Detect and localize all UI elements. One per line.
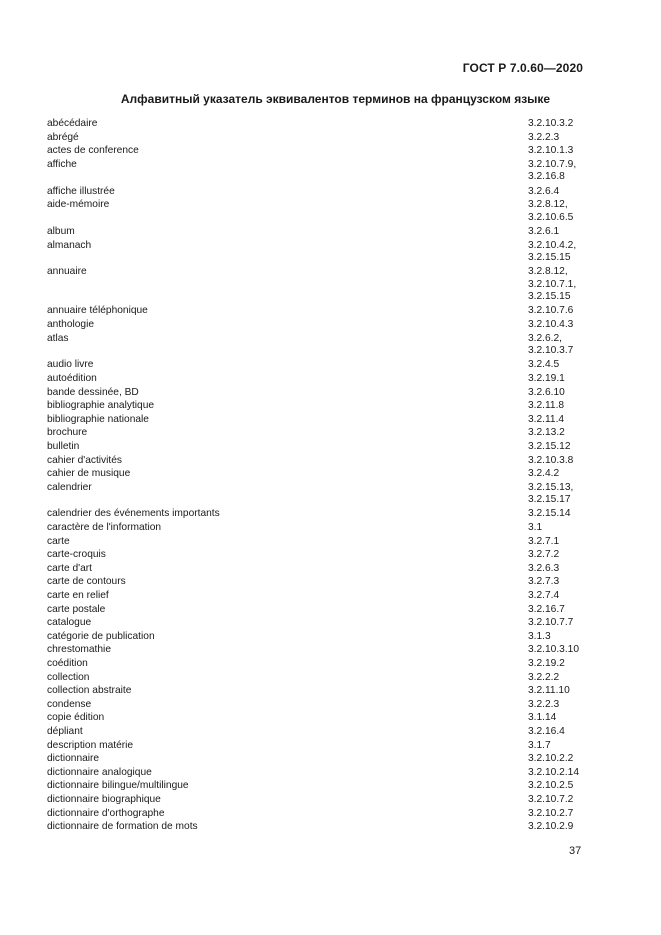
index-entry	[47, 589, 607, 603]
section-reference: 3.2.8.12,	[528, 266, 568, 278]
term-references	[528, 440, 607, 454]
term-text: dictionnaire de formation de mots	[47, 821, 198, 833]
term-text: anthologie	[47, 318, 95, 330]
index-entry	[47, 657, 607, 671]
section-reference: 3.2.10.3.10	[528, 644, 579, 656]
section-reference: 3.2.10.3.7	[528, 345, 574, 357]
section-reference: 3.2.15.14	[528, 508, 571, 520]
term-references	[528, 144, 607, 158]
section-reference: 3.2.10.3.2	[528, 118, 574, 129]
term-text: coédition	[47, 658, 88, 670]
index-entry	[47, 507, 607, 521]
term-text: bulletin	[47, 440, 80, 452]
section-reference: 3.2.7.3	[528, 576, 560, 588]
section-reference: 3.2.10.7.7	[528, 617, 574, 629]
section-reference: 3.2.6.1	[528, 225, 560, 237]
index-entry	[47, 575, 607, 589]
term-references	[528, 265, 607, 303]
index-entry	[47, 467, 607, 481]
section-reference: 3.2.16.4	[528, 725, 565, 737]
index-entry	[47, 643, 607, 657]
term-text: catégorie de publication	[47, 630, 155, 642]
section-reference: 3.2.13.2	[528, 427, 565, 439]
term-text: bande dessinée, BD	[47, 386, 139, 398]
term-references	[528, 766, 607, 780]
index-entry	[47, 386, 607, 400]
term-references	[528, 779, 607, 793]
section-reference: 3.2.10.2.9	[528, 821, 574, 833]
index-entry	[47, 185, 607, 199]
section-reference: 3.2.10.6.5	[528, 211, 574, 223]
term-references	[528, 358, 607, 372]
section-reference: 3.2.15.12	[528, 440, 571, 452]
term-references	[528, 131, 607, 145]
term-text: caractère de l'information	[47, 522, 162, 534]
term-references	[528, 372, 607, 386]
term-text: atlas	[47, 332, 69, 344]
section-reference: 3.1	[528, 522, 543, 534]
section-reference: 3.2.11.4	[528, 413, 565, 425]
term-text: album	[47, 225, 75, 237]
term-references	[528, 562, 607, 576]
section-reference: 3.2.11.8	[528, 400, 565, 412]
index-entry	[47, 372, 607, 386]
section-reference: 3.2.10.4.3	[528, 318, 574, 330]
section-reference: 3.2.7.4	[528, 590, 560, 602]
section-reference: 3.1.14	[528, 712, 557, 724]
section-reference: 3.2.15.17	[528, 494, 571, 506]
term-references	[528, 657, 607, 671]
term-text: bibliographie analytique	[47, 400, 155, 412]
term-text: calendrier des événements importants	[47, 508, 220, 520]
term-references	[528, 198, 607, 224]
term-text: dictionnaire biographique	[47, 793, 161, 805]
index-entry	[47, 739, 607, 753]
term-references	[528, 711, 607, 725]
term-references	[528, 807, 607, 821]
section-reference: 3.2.15.15	[528, 252, 571, 264]
section-reference: 3.2.6.2,	[528, 332, 562, 344]
term-references	[528, 793, 607, 807]
term-text: affiche illustrée	[47, 185, 115, 197]
section-reference: 3.2.2.3	[528, 131, 560, 143]
section-reference: 3.2.10.7.1,	[528, 278, 577, 290]
term-text: almanach	[47, 239, 92, 251]
term-references	[528, 684, 607, 698]
section-reference: 3.2.10.7.9,	[528, 158, 577, 170]
section-reference: 3.2.6.3	[528, 562, 560, 574]
section-reference: 3.2.2.2	[528, 671, 560, 683]
page-number: 37	[569, 845, 582, 857]
term-references	[528, 752, 607, 766]
index-entry	[47, 454, 607, 468]
term-references	[528, 467, 607, 481]
section-reference: 3.2.15.15	[528, 291, 571, 303]
section-reference: 3.2.10.2.7	[528, 807, 574, 819]
term-references	[528, 332, 607, 358]
index-entry	[47, 158, 607, 184]
term-text: calendrier	[47, 481, 92, 493]
section-reference: 3.2.19.2	[528, 658, 565, 670]
section-reference: 3.1.7	[528, 739, 551, 751]
term-text: annuaire	[47, 266, 87, 278]
index-entry	[47, 225, 607, 239]
term-references	[528, 507, 607, 521]
term-references	[528, 304, 607, 318]
section-reference: 3.2.6.10	[528, 386, 565, 398]
index-entry	[47, 304, 607, 318]
term-text: dictionnaire analogique	[47, 766, 152, 778]
term-text: autoédition	[47, 372, 97, 384]
term-references	[528, 575, 607, 589]
index-entry	[47, 426, 607, 440]
index-entry	[47, 521, 607, 535]
term-text: carte en relief	[47, 590, 109, 602]
term-text: abécédaire	[47, 118, 98, 129]
index-entry	[47, 548, 607, 562]
term-text: collection abstraite	[47, 685, 132, 697]
term-references	[528, 643, 607, 657]
section-reference: 3.2.10.4.2,	[528, 239, 577, 251]
section-reference: 3.2.10.3.8	[528, 454, 574, 466]
term-text: cahier de musique	[47, 468, 131, 480]
term-references	[528, 454, 607, 468]
term-references	[528, 225, 607, 239]
section-reference: 3.2.10.2.14	[528, 766, 579, 778]
term-text: collection	[47, 671, 90, 683]
term-text: copie édition	[47, 712, 105, 724]
term-text: brochure	[47, 427, 88, 439]
index-entry	[47, 117, 607, 131]
term-references	[528, 589, 607, 603]
index-entry	[47, 603, 607, 617]
term-text: carte d'art	[47, 562, 92, 574]
term-references	[528, 239, 607, 265]
term-references	[528, 739, 607, 753]
index-entry	[47, 413, 607, 427]
section-reference: 3.2.6.4	[528, 185, 560, 197]
term-text: dictionnaire	[47, 753, 100, 765]
index-entry	[47, 725, 607, 739]
term-text: bibliographie nationale	[47, 413, 149, 425]
index-entry	[47, 239, 607, 265]
index-entry	[47, 630, 607, 644]
index-entry	[47, 671, 607, 685]
term-references	[528, 671, 607, 685]
section-reference: 3.2.10.2.5	[528, 780, 574, 792]
index-entry	[47, 332, 607, 358]
index-title: Алфавитный указатель эквивалентов терминов на французском языке	[120, 92, 551, 106]
section-reference: 3.2.19.1	[528, 372, 565, 384]
index-entry	[47, 318, 607, 332]
index-entry	[47, 779, 607, 793]
term-references	[528, 521, 607, 535]
section-reference: 3.2.4.2	[528, 468, 560, 480]
term-text: actes de conference	[47, 145, 139, 157]
section-reference: 3.2.10.2.2	[528, 753, 574, 765]
section-reference: 3.2.8.12,	[528, 199, 568, 211]
term-text: dépliant	[47, 725, 83, 737]
index-entry	[47, 807, 607, 821]
term-references	[528, 158, 607, 184]
term-text: cahier d'activités	[47, 454, 122, 466]
term-references	[528, 603, 607, 617]
term-references	[528, 616, 607, 630]
term-text: carte postale	[47, 603, 106, 615]
term-references	[528, 185, 607, 199]
term-text: carte-croquis	[47, 549, 106, 561]
index-entry	[47, 684, 607, 698]
term-text: catalogue	[47, 617, 92, 629]
term-text: aide-mémoire	[47, 199, 110, 211]
index-entry	[47, 711, 607, 725]
term-text: audio livre	[47, 359, 94, 371]
term-references	[528, 399, 607, 413]
term-text: carte de contours	[47, 576, 126, 588]
index-entry	[47, 440, 607, 454]
section-reference: 3.2.11.10	[528, 685, 570, 697]
section-reference: 3.2.16.8	[528, 171, 565, 183]
term-references	[528, 725, 607, 739]
index-entry	[47, 144, 607, 158]
index-entry	[47, 766, 607, 780]
term-text: affiche	[47, 158, 77, 170]
document-code: ГОСТ Р 7.0.60—2020	[462, 61, 583, 75]
index-entry	[47, 198, 607, 224]
section-reference: 3.2.7.1	[528, 535, 560, 547]
index-entry	[47, 793, 607, 807]
index-entry	[47, 131, 607, 145]
section-reference: 3.2.10.7.6	[528, 305, 574, 317]
section-reference: 3.2.2.3	[528, 698, 560, 710]
term-references	[528, 426, 607, 440]
term-text: abrégé	[47, 131, 79, 143]
term-references	[528, 386, 607, 400]
section-reference: 3.2.15.13,	[528, 481, 574, 493]
section-reference: 3.2.16.7	[528, 603, 565, 615]
term-references	[528, 481, 607, 507]
index-entry	[47, 616, 607, 630]
index-entry	[47, 698, 607, 712]
index-entry	[47, 820, 607, 834]
term-references	[528, 548, 607, 562]
term-references	[528, 698, 607, 712]
term-text: annuaire téléphonique	[47, 305, 148, 317]
section-reference: 3.2.4.5	[528, 359, 560, 371]
term-text: carte	[47, 535, 70, 547]
index-entry	[47, 358, 607, 372]
section-reference: 3.1.3	[528, 630, 551, 642]
term-text: dictionnaire d'orthographe	[47, 807, 165, 819]
section-reference: 3.2.10.7.2	[528, 793, 574, 805]
term-references	[528, 630, 607, 644]
term-text: condense	[47, 698, 92, 710]
term-text: chrestomathie	[47, 644, 111, 656]
term-references	[528, 318, 607, 332]
index-entry	[47, 481, 607, 507]
index-entry	[47, 265, 607, 303]
term-index	[47, 117, 607, 834]
term-references	[528, 117, 607, 131]
term-references	[528, 820, 607, 834]
section-reference: 3.2.7.2	[528, 549, 560, 561]
section-reference: 3.2.10.1.3	[528, 145, 574, 157]
term-references	[528, 535, 607, 549]
index-entry	[47, 752, 607, 766]
index-entry	[47, 399, 607, 413]
term-text: description matérie	[47, 739, 134, 751]
term-references	[528, 413, 607, 427]
term-text: dictionnaire bilingue/multilingue	[47, 780, 189, 792]
index-entry	[47, 535, 607, 549]
index-entry	[47, 562, 607, 576]
